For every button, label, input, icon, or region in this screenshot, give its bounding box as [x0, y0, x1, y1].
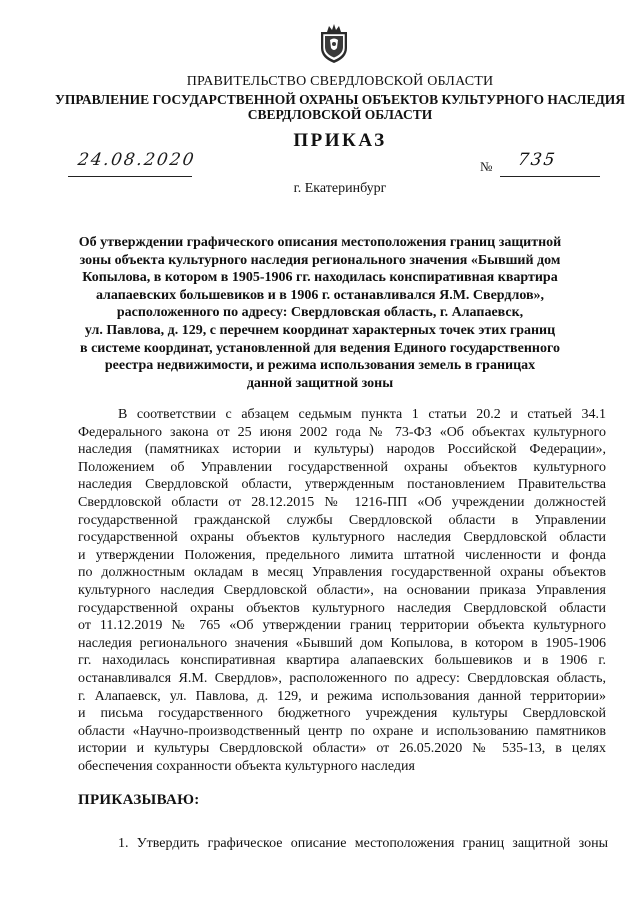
heading-line: реестра недвижимости, и режима использования земель в границах [104, 358, 536, 374]
heading-line: алапаевских большевиков и в 1906 г. останавливался Я.М. Свердлов», [95, 287, 545, 303]
government-name: ПРАВИТЕЛЬСТВО СВЕРДЛОВСКОЙ ОБЛАСТИ [186, 74, 494, 89]
body-line: г. Алапаевск, ул. Павлова, д. 129, и режима использования данной территории» [78, 688, 606, 704]
order-heading [70, 234, 570, 392]
body-line: государственной охраны объектов культурного наследия Свердловской области [78, 530, 606, 546]
heading-line: Об утверждении графического описания местоположения границ защитной [78, 235, 562, 250]
body-line: наследия (памятниках истории и культуры) народов Российской Федерации», [78, 442, 606, 458]
order-date: 24.08.2020 [76, 150, 197, 170]
body-line: гг. находилась конспиративная квартира алапаевских большевиков и в 1906 г. [78, 653, 606, 669]
department-name [40, 92, 640, 122]
body-line: наследия регионального значения «Бывший дом Копылова, в котором в 1905-1906 [78, 635, 606, 651]
heading-line: расположенного по адресу: Свердловская область, г. Алапаевск, [116, 305, 524, 321]
body-line: останавливался Я.М. Свердлов», расположенного по адресу: Свердловская область, [78, 670, 606, 686]
body-line: Положением об Управлении государственной охраны объектов культурного [78, 459, 606, 475]
heading-line: ул. Павлова, д. 129, с перечнем координат характерных точек этих границ [84, 322, 556, 338]
body-line: обеспечения сохранности объекта культурного наследия [78, 758, 415, 774]
body-line: В соответствии с абзацем седьмым пункта 1 статьи 20.2 и статьей 34.1 [118, 407, 606, 422]
order-date-field [68, 150, 197, 177]
order-item-1: 1. Утвердить графическое описание местоположения границ защитной зоны [118, 836, 608, 851]
body-line: от 11.12.2019 № 765 «Об утверждении границ территории объекта культурного [78, 618, 606, 634]
body-line: Свердловской области от 28.12.2015 № 1216-ПП «Об учреждении должностей [78, 494, 606, 510]
body-line: культурного наследия Свердловской области», на основании приказа Управления [78, 582, 606, 598]
order-number-field [500, 150, 600, 177]
city: г. Екатеринбург [293, 181, 387, 196]
heading-line: данной защитной зоны [246, 375, 394, 391]
department-line-2: СВЕРДЛОВСКОЙ ОБЛАСТИ [247, 107, 433, 122]
heading-line: зоны объекта культурного наследия регионального значения «Бывший дом [79, 252, 561, 268]
body-line: государственной охраны объектов культурного наследия Свердловской области [78, 600, 606, 616]
order-word: ПРИКАЗЫВАЮ: [78, 792, 200, 808]
heading-line: в системе координат, установленной для ведения Единого государственного [80, 340, 560, 356]
document-type: ПРИКАЗ [293, 130, 387, 151]
body-line: области «Научно-производственный центр по охране и использованию памятников [78, 723, 606, 739]
preamble-paragraph [78, 406, 606, 775]
order-number-label: № [480, 159, 493, 174]
body-line: и письма государственного бюджетного учреждения культуры Свердловской [78, 706, 606, 722]
sverdlovsk-coat-of-arms-icon [317, 22, 351, 64]
department-line-1: УПРАВЛЕНИЕ ГОСУДАРСТВЕННОЙ ОХРАНЫ ОБЪЕКТОВ КУЛЬТУРНОГО НАСЛЕДИЯ [54, 92, 626, 107]
order-number: 735 [516, 150, 558, 170]
body-line: по должностным окладам в месяц Управления государственной охраны объектов [78, 565, 606, 581]
body-line: наследия Свердловской области, утвержденным постановлением Правительства [78, 477, 606, 493]
body-line: истории и культуры Свердловской области» от 26.05.2020 № 535-13, в целях [78, 741, 606, 757]
body-line: Федерального закона от 25 июня 2002 года № 73-ФЗ «Об объектах культурного [78, 424, 606, 440]
heading-line: Копылова, в котором в 1905-1906 гг. находилась конспиративная квартира [82, 270, 558, 286]
body-line: государственной гражданской службы Свердловской области в Управлении [78, 512, 606, 528]
body-line: и утверждении Положения, предельного лимита штатной численности и фонда [78, 547, 606, 563]
